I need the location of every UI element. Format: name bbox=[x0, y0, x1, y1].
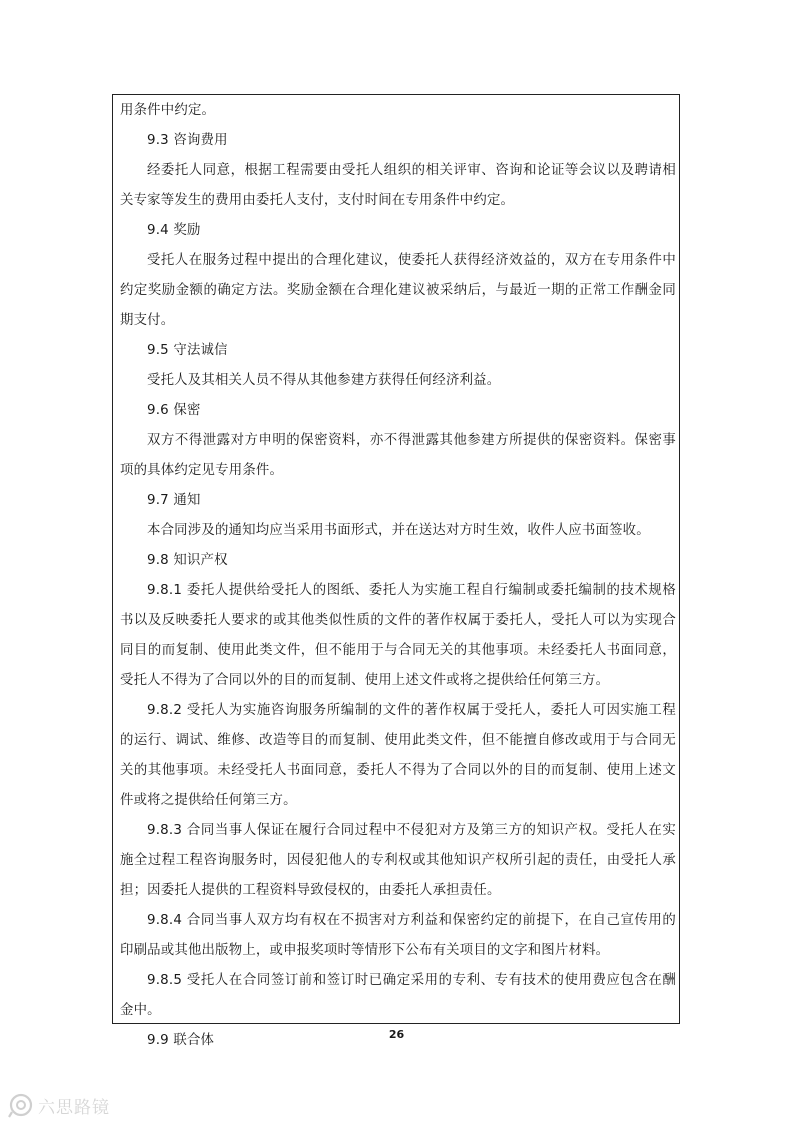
paragraph-line: 同目的而复制、使用此类文件，但不能用于与合同无关的其他事项。未经委托人书面同意， bbox=[120, 643, 676, 658]
paragraph-line: 双方不得泄露对方申明的保密资料，亦不得泄露其他参建方所提供的保密资料。保密事 bbox=[147, 433, 676, 448]
watermark bbox=[8, 1092, 110, 1118]
paragraph-line: 用条件中约定。 bbox=[120, 103, 216, 118]
section-heading: 9.8 知识产权 bbox=[147, 553, 228, 568]
section-heading: 9.3 咨询费用 bbox=[147, 133, 228, 148]
paragraph-line: 期支付。 bbox=[120, 313, 175, 328]
paragraph-line: 施全过程工程咨询服务时，因侵犯他人的专利权或其他知识产权所引起的责任，由受托人承 bbox=[120, 853, 676, 868]
paragraph-line: 受托人及其相关人员不得从其他参建方获得任何经济利益。 bbox=[147, 373, 501, 388]
watermark-text: 六思路镜 bbox=[38, 1097, 110, 1118]
paragraph-line: 关专家等发生的费用由委托人支付，支付时间在专用条件中约定。 bbox=[120, 193, 515, 208]
paragraph-line: 9.8.5 受托人在合同签订前和签订时已确定采用的专利、专有技术的使用费应包含在酬 bbox=[147, 973, 676, 988]
document-body bbox=[120, 96, 676, 1056]
paragraph-line: 9.8.4 合同当事人双方均有权在不损害对方利益和保密约定的前提下，在自己宣传用的 bbox=[147, 913, 676, 928]
paragraph-line: 受托人不得为了合同以外的目的而复制、使用上述文件或将之提供给任何第三方。 bbox=[120, 673, 610, 688]
paragraph-line: 金中。 bbox=[120, 1003, 161, 1018]
paragraph-line: 项的具体约定见专用条件。 bbox=[120, 463, 284, 478]
paragraph-line: 约定奖励金额的确定方法。奖励金额在合理化建议被采纳后，与最近一期的正常工作酬金同 bbox=[120, 283, 676, 298]
page-number: 26 bbox=[388, 1028, 405, 1041]
paragraph-line: 的运行、调试、维修、改造等目的而复制、使用此类文件，但不能擅自修改或用于与合同无 bbox=[120, 733, 676, 748]
paragraph-line: 印刷品或其他出版物上，或申报奖项时等情形下公布有关项目的文字和图片材料。 bbox=[120, 943, 610, 958]
paragraph-line: 书以及反映委托人要求的或其他类似性质的文件的著作权属于委托人，受托人可以为实现合 bbox=[120, 613, 676, 628]
paragraph-line: 件或将之提供给任何第三方。 bbox=[120, 793, 297, 808]
paragraph-line: 担；因委托人提供的工程资料导致侵权的，由委托人承担责任。 bbox=[120, 883, 501, 898]
section-heading: 9.4 奖励 bbox=[147, 223, 201, 238]
paragraph-line: 9.8.3 合同当事人保证在履行合同过程中不侵犯对方及第三方的知识产权。受托人在实 bbox=[147, 823, 676, 838]
paragraph-line: 9.8.1 委托人提供给受托人的图纸、委托人为实施工程自行编制或委托编制的技术规格 bbox=[147, 583, 676, 598]
paragraph-line: 经委托人同意，根据工程需要由受托人组织的相关评审、咨询和论证等会议以及聘请相 bbox=[147, 163, 676, 178]
paragraph-line: 9.8.2 受托人为实施咨询服务所编制的文件的著作权属于受托人，委托人可因实施工程 bbox=[147, 703, 676, 718]
paragraph-line: 受托人在服务过程中提出的合理化建议，使委托人获得经济效益的，双方在专用条件中 bbox=[147, 253, 676, 268]
section-heading: 9.7 通知 bbox=[147, 493, 201, 508]
section-heading: 9.6 保密 bbox=[147, 403, 201, 418]
section-heading: 9.5 守法诚信 bbox=[147, 343, 228, 358]
section-heading: 9.9 联合体 bbox=[147, 1033, 215, 1048]
paragraph-line: 关的其他事项。未经受托人书面同意，委托人不得为了合同以外的目的而复制、使用上述文 bbox=[120, 763, 676, 778]
brand-logo-icon bbox=[8, 1092, 34, 1118]
paragraph-line: 本合同涉及的通知均应当采用书面形式，并在送达对方时生效，收件人应书面签收。 bbox=[147, 523, 650, 538]
